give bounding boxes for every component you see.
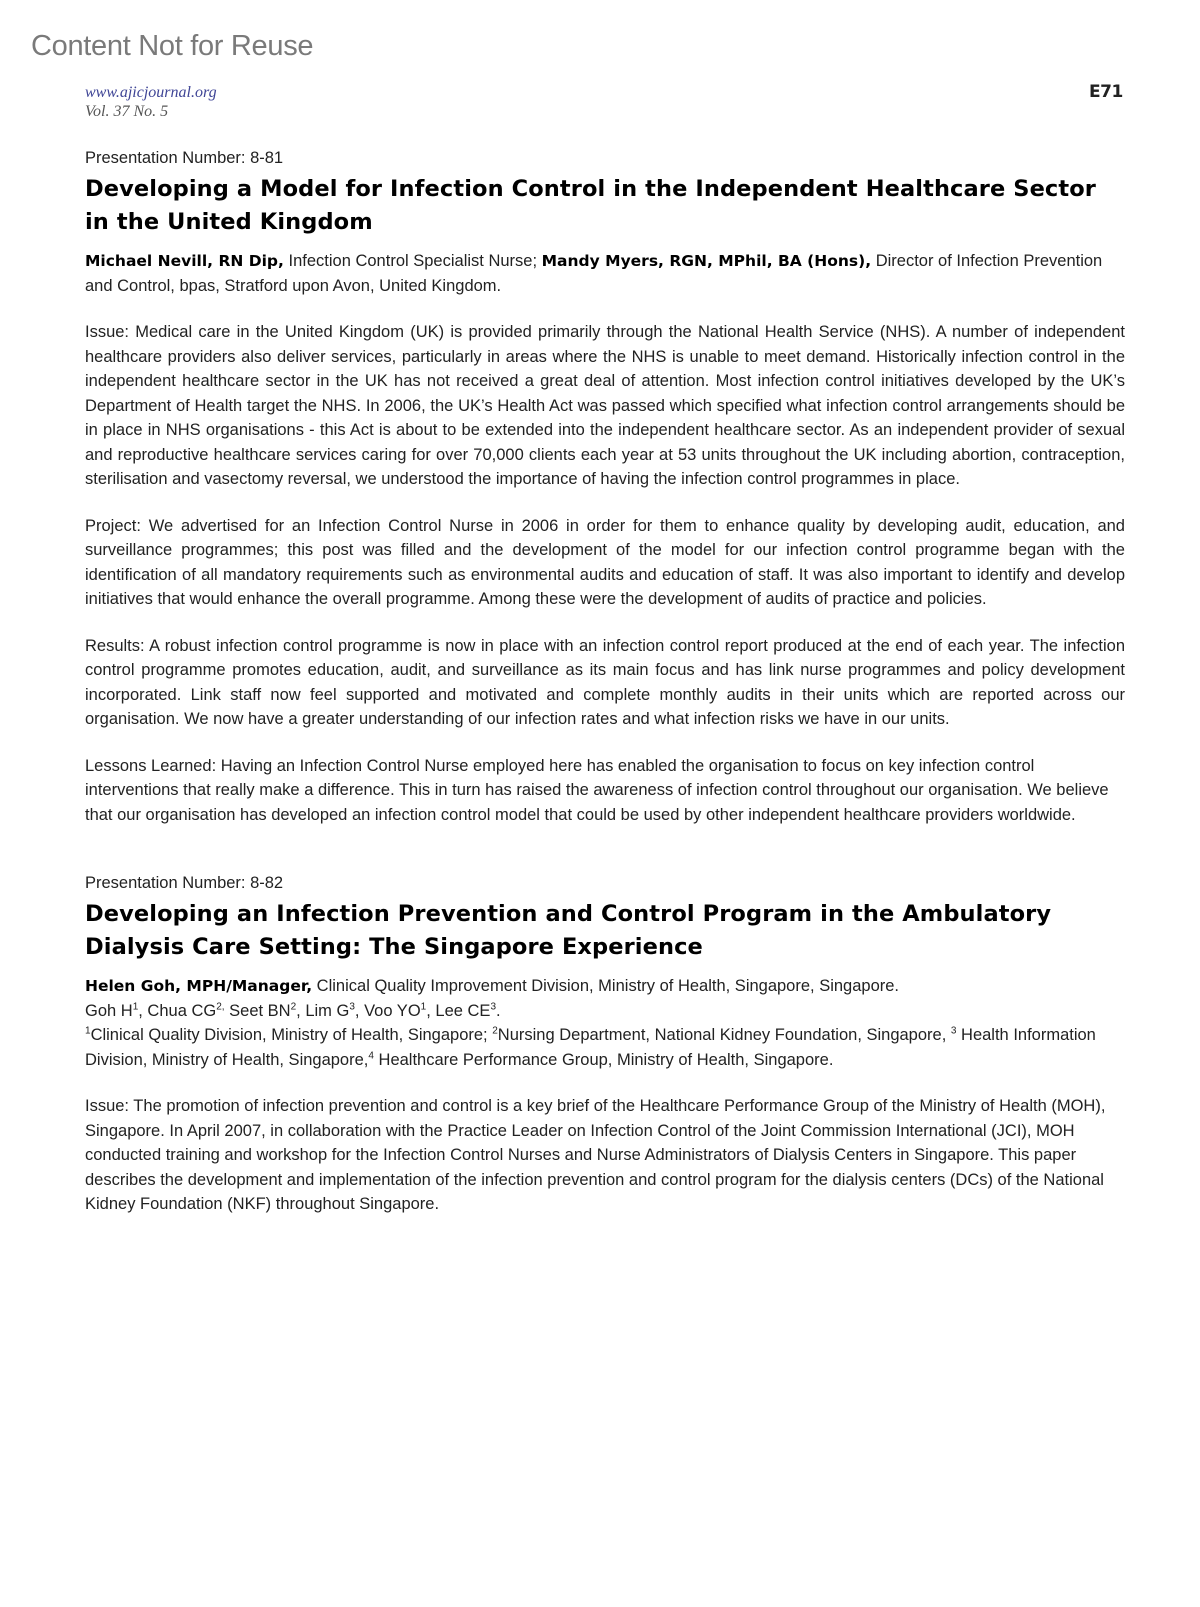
coauthor-line xyxy=(85,999,1125,1024)
journal-header xyxy=(85,83,217,121)
lessons-learned-paragraph: Lessons Learned: Having an Infection Control Nurse employed here has enabled the organisation to focus on key infection control interventions that really make a difference. This in turn has raised the awareness of infection control throughout our organisation. We believe that our organisation has developed an infection control model that could be used by other independent healthcare providers worldwide. xyxy=(85,756,1109,824)
project-paragraph: Project: We advertised for an Infection Control Nurse in 2006 in order for them to enhance quality by developing audit, education, and surveillance programmes; this post was filled and the development of the model for our infection control programme began with the identification of all mandatory requirements such as environmental audits and education of staff. It was also important to identify and develop initiatives that would enhance the overall programme. Among these were the development of audits of practice and policies. xyxy=(85,516,1125,608)
abstract-8-82 xyxy=(85,873,1125,1217)
results-paragraph: Results: A robust infection control programme is now in place with an infection control report produced at the end of each year. The infection control programme promotes education, audit, and surveillance as its main focus and has link nurse programmes and policy development incorporated. Link staff now feel supported and motivated and complete monthly audits in their units which are reported across our organisation. We now have a greater understanding of our infection rates and what infection risks we have in our units. xyxy=(85,636,1125,728)
coauthor: Chua $CG^{2,}$ xyxy=(147,1001,225,1020)
abstract-title: Developing an Infection Prevention and Control Program in the Ambulatory Dialysis Care Setting: The Singapore Experience xyxy=(85,901,1052,960)
affiliation: Healthcare Performance Group, Ministry of Health, Singapore. xyxy=(373,1050,834,1069)
affiliations: $^1$Clinical Quality Division, Ministry of Health, Singapore; $^2$Nursing Department, National Kidney Foundation, Singapore, $^3$ Health Information Division, Ministry of Health, Singapore,$^4$ Healthcare Performance Group, Ministry of Health, Singapore. xyxy=(85,1025,1096,1069)
author-affiliation: Director of Infection Prevention and Control, bpas, Stratford upon Avon, United Kingdom. xyxy=(85,252,1103,295)
coauthor: Seet $BN^2$, xyxy=(229,1001,306,1020)
coauthor: Lee $CE^3$. xyxy=(435,1001,501,1020)
issue-paragraph: Issue: Medical care in the United Kingdom (UK) is provided primarily through the National Health Service (NHS). A number of independent healthcare providers also deliver services, particularly in areas where the NHS is unable to meet demand. Historically infection control in the independent healthcare sector in the UK has not received a great deal of attention. Most infection control initiatives developed by the UK’s Department of Health target the NHS. In 2006, the UK’s Health Act was passed which specified what infection control arrangements should be in place in NHS organisations - this Act is about to be extended into the independent healthcare sector. As an independent provider of sexual and reproductive healthcare services caring for over 70,000 clients each year at 53 units throughout the UK including abortion, contraception, sterilisation and vasectomy reversal, we understood the importance of having the infection control programmes in place. xyxy=(85,323,1125,488)
affiliation: Clinical Quality Division, Ministry of Health, Singapore; xyxy=(90,1026,493,1044)
affiliation: Nursing Department, National Kidney Foundation, Singapore, xyxy=(497,1026,951,1044)
section-spacer xyxy=(85,827,1125,873)
abstract-8-81 xyxy=(85,148,1125,827)
journal-url-link[interactable]: www.ajicjournal.org xyxy=(85,84,217,101)
author-affiliation: Clinical Quality Improvement Division, Ministry of Health, Singapore, Singapore. xyxy=(312,977,900,995)
author-name: Mandy Myers, RGN, MPhil, BA (Hons), xyxy=(541,252,872,270)
author-name: Helen Goh, MPH/Manager, xyxy=(85,977,313,995)
page-number: E71 xyxy=(1089,82,1123,102)
volume-label: Vol. 37 No. 5 xyxy=(85,103,169,120)
watermark: Content Not for Reuse xyxy=(31,30,314,62)
author-affiliation: Infection Control Specialist Nurse; xyxy=(283,252,542,270)
coauthor: Goh $H^1$, xyxy=(85,1001,148,1020)
page-content xyxy=(85,148,1125,1217)
author-name: Michael Nevill, RN Dip, xyxy=(85,252,284,270)
coauthor: Voo $YO^1$, xyxy=(364,1001,436,1020)
issue-paragraph: Issue: The promotion of infection prevention and control is a key brief of the Healthcare Performance Group of the Ministry of Health (MOH), Singapore. In April 2007, in collaboration with the Practice Leader on Infection Control of the Joint Commission International (JCI), MOH conducted training and workshop for the Infection Control Nurses and Nurse Administrators of Dialysis Centers in Singapore. This paper describes the development and implementation of the infection prevention and control program for the dialysis centers (DCs) of the National Kidney Foundation (NKF) throughout Singapore. xyxy=(85,1097,1106,1213)
affiliation: Health Information Division, Ministry of Health, Singapore, xyxy=(85,1026,1096,1069)
author-line xyxy=(85,249,1125,298)
abstract-title: Developing a Model for Infection Control in the Independent Healthcare Sector in the United Kingdom xyxy=(85,176,1096,235)
presentation-number: Presentation Number: 8-81 xyxy=(85,149,284,167)
author-line xyxy=(85,974,1125,999)
coauthor: Lim $G^3$, xyxy=(305,1001,365,1020)
presentation-number: Presentation Number: 8-82 xyxy=(85,874,284,892)
